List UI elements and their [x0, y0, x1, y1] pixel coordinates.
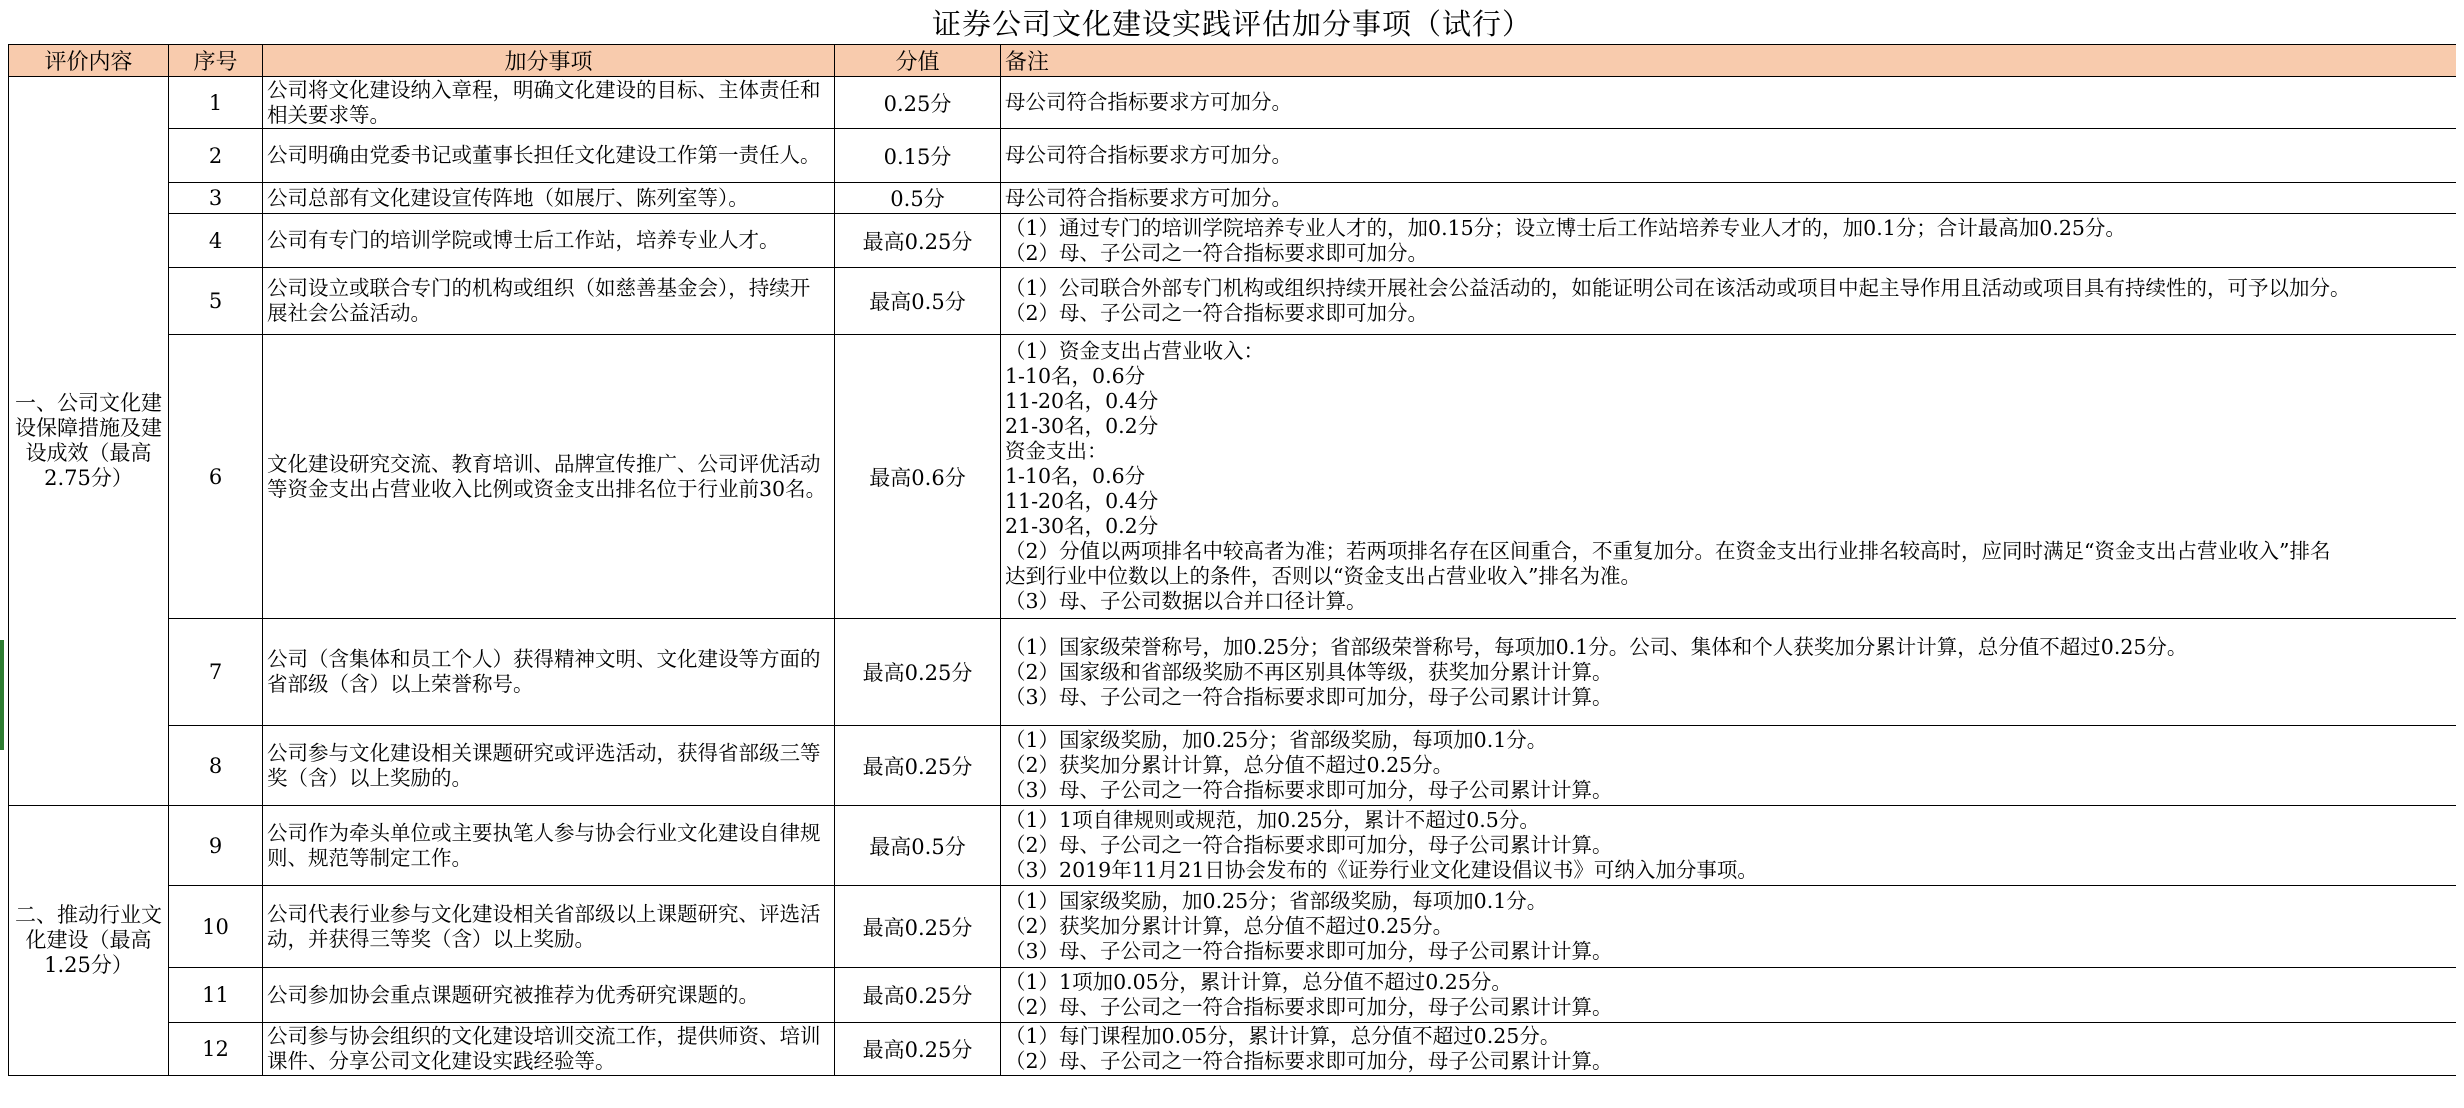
remark-cell[interactable] [1001, 806, 2457, 886]
row-number-cell[interactable]: 7 [169, 619, 263, 726]
remark-line: 11-20名，0.4分 [1005, 389, 1159, 413]
table-row [9, 806, 2457, 886]
bonus-item-cell[interactable]: 公司设立或联合专门的机构或组织（如慈善基金会），持续开展社会公益活动。 [263, 268, 835, 335]
row-number-cell[interactable]: 12 [169, 1023, 263, 1076]
header-score[interactable]: 分值 [835, 45, 1001, 77]
score-cell[interactable]: 最高0.25分 [835, 886, 1001, 968]
category-cell[interactable]: 一、公司文化建设保障措施及建设成效（最高2.75分） [9, 77, 169, 806]
remark-line: 1-10名，0.6分 [1005, 364, 1146, 388]
remark-line: （2）母、子公司之一符合指标要求即可加分，母子公司累计计算。 [1005, 995, 1613, 1019]
bonus-item-cell[interactable]: 公司参加协会重点课题研究被推荐为优秀研究课题的。 [263, 968, 835, 1023]
row-number-cell[interactable]: 2 [169, 129, 263, 183]
table-row [9, 726, 2457, 806]
table-row [9, 129, 2457, 183]
remark-cell[interactable] [1001, 1023, 2457, 1076]
remark-line: （2）国家级和省部级奖励不再区别具体等级，获奖加分累计计算。 [1005, 659, 1613, 684]
remark-cell[interactable] [1001, 726, 2457, 806]
remark-line: 21-30名，0.2分 [1005, 414, 1159, 438]
remark-line: 母公司符合指标要求方可加分。 [1005, 143, 1292, 167]
remark-line: （2）母、子公司之一符合指标要求即可加分。 [1005, 301, 1429, 325]
score-cell[interactable]: 最高0.5分 [835, 806, 1001, 886]
sheet-title: 证券公司文化建设实践评估加分事项（试行） [931, 7, 1532, 41]
remark-cell[interactable] [1001, 968, 2457, 1023]
row-number-cell[interactable]: 8 [169, 726, 263, 806]
remark-line: （1）1项加0.05分，累计计算，总分值不超过0.25分。 [1005, 970, 1512, 994]
remark-line: 达到行业中位数以上的条件，否则以“资金支出占营业收入”排名为准。 [1005, 564, 1641, 588]
table-row [9, 268, 2457, 335]
header-remark[interactable]: 备注 [1001, 45, 2457, 77]
remark-line: （1）国家级荣誉称号，加0.25分；省部级荣誉称号，每项加0.1分。公司、集体和个人获奖加分累计计算，总分值不超过0.25分。 [1005, 634, 2188, 659]
remark-line: （1）资金支出占营业收入： [1005, 339, 1265, 363]
header-item[interactable]: 加分事项 [263, 45, 835, 77]
remark-cell[interactable] [1001, 183, 2457, 214]
bonus-item-cell[interactable]: 公司（含集体和员工个人）获得精神文明、文化建设等方面的省部级（含）以上荣誉称号。 [263, 619, 835, 726]
bonus-item-cell[interactable]: 公司总部有文化建设宣传阵地（如展厅、陈列室等）。 [263, 183, 835, 214]
remark-cell[interactable] [1001, 129, 2457, 183]
bonus-item-cell[interactable]: 公司作为牵头单位或主要执笔人参与协会行业文化建设自律规则、规范等制定工作。 [263, 806, 835, 886]
score-cell[interactable]: 最高0.25分 [835, 214, 1001, 268]
row-number-cell[interactable]: 5 [169, 268, 263, 335]
header-no[interactable]: 序号 [169, 45, 263, 77]
remark-line: 资金支出： [1005, 439, 1108, 463]
bonus-item-cell[interactable]: 公司代表行业参与文化建设相关省部级以上课题研究、评选活动，并获得三等奖（含）以上奖励。 [263, 886, 835, 968]
remark-line: （2）母、子公司之一符合指标要求即可加分，母子公司累计计算。 [1005, 1049, 1613, 1073]
remark-cell[interactable] [1001, 214, 2457, 268]
remark-line: （2）获奖加分累计计算，总分值不超过0.25分。 [1005, 753, 1454, 777]
table-row [9, 77, 2457, 129]
remark-cell[interactable] [1001, 335, 2457, 619]
remark-line: 母公司符合指标要求方可加分。 [1005, 185, 1292, 210]
remark-cell[interactable] [1001, 619, 2457, 726]
remark-line: 1-10名，0.6分 [1005, 464, 1146, 488]
row-number-cell[interactable]: 9 [169, 806, 263, 886]
table-row [9, 886, 2457, 968]
remark-line: （1）公司联合外部专门机构或组织持续开展社会公益活动的，如能证明公司在该活动或项目中起主导作用且活动或项目具有持续性的，可予以加分。 [1005, 276, 2351, 300]
table-row [9, 1023, 2457, 1076]
remark-line: （2）分值以两项排名中较高者为准；若两项排名存在区间重合，不重复加分。在资金支出行业排名较高时，应同时满足“资金支出占营业收入”排名 [1005, 539, 2331, 563]
score-cell[interactable]: 0.25分 [835, 77, 1001, 129]
remark-line: 21-30名，0.2分 [1005, 514, 1159, 538]
row-number-cell[interactable]: 11 [169, 968, 263, 1023]
table-row [9, 968, 2457, 1023]
bonus-item-cell[interactable]: 文化建设研究交流、教育培训、品牌宣传推广、公司评优活动等资金支出占营业收入比例或资金支出排名位于行业前30名。 [263, 335, 835, 619]
remark-line: （1）国家级奖励，加0.25分；省部级奖励，每项加0.1分。 [1005, 728, 1548, 752]
score-cell[interactable]: 最高0.6分 [835, 335, 1001, 619]
remark-line: （2）获奖加分累计计算，总分值不超过0.25分。 [1005, 914, 1454, 938]
header-row [9, 45, 2457, 77]
row-selection-indicator [0, 640, 4, 750]
remark-line: 母公司符合指标要求方可加分。 [1005, 90, 1292, 114]
bonus-item-cell[interactable]: 公司明确由党委书记或董事长担任文化建设工作第一责任人。 [263, 129, 835, 183]
bonus-item-cell[interactable]: 公司将文化建设纳入章程，明确文化建设的目标、主体责任和相关要求等。 [263, 77, 835, 129]
score-cell[interactable]: 最高0.25分 [835, 726, 1001, 806]
row-number-cell[interactable]: 3 [169, 183, 263, 214]
bonus-item-cell[interactable]: 公司有专门的培训学院或博士后工作站，培养专业人才。 [263, 214, 835, 268]
remark-line: 11-20名，0.4分 [1005, 489, 1159, 513]
score-cell[interactable]: 最高0.5分 [835, 268, 1001, 335]
remark-line: （3）2019年11月21日协会发布的《证券行业文化建设倡议书》可纳入加分事项。 [1005, 858, 1758, 882]
remark-line: （2）母、子公司之一符合指标要求即可加分。 [1005, 240, 1429, 265]
remark-line: （3）母、子公司数据以合并口径计算。 [1005, 589, 1367, 613]
score-cell[interactable]: 最高0.25分 [835, 619, 1001, 726]
header-category[interactable]: 评价内容 [9, 45, 169, 77]
bonus-item-cell[interactable]: 公司参与文化建设相关课题研究或评选活动，获得省部级三等奖（含）以上奖励的。 [263, 726, 835, 806]
remark-line: （3）母、子公司之一符合指标要求即可加分，母子公司累计计算。 [1005, 939, 1613, 963]
row-number-cell[interactable]: 6 [169, 335, 263, 619]
table-row [9, 335, 2457, 619]
table-row [9, 183, 2457, 214]
row-number-cell[interactable]: 4 [169, 214, 263, 268]
score-cell[interactable]: 0.15分 [835, 129, 1001, 183]
remark-line: （2）母、子公司之一符合指标要求即可加分，母子公司累计计算。 [1005, 833, 1613, 857]
score-cell[interactable]: 最高0.25分 [835, 968, 1001, 1023]
category-cell[interactable]: 二、推动行业文化建设（最高1.25分） [9, 806, 169, 1076]
remark-line: （1）1项自律规则或规范，加0.25分，累计不超过0.5分。 [1005, 808, 1540, 832]
remark-line: （3）母、子公司之一符合指标要求即可加分，母子公司累计计算。 [1005, 684, 1613, 709]
remark-cell[interactable] [1001, 268, 2457, 335]
right-margin [2456, 44, 2464, 1108]
remark-line: （1）通过专门的培训学院培养专业人才的，加0.15分；设立博士后工作站培养专业人才的，加0.1分；合计最高加0.25分。 [1005, 215, 2126, 240]
remark-line: （3）母、子公司之一符合指标要求即可加分，母子公司累计计算。 [1005, 778, 1613, 802]
remark-cell[interactable] [1001, 77, 2457, 129]
row-number-cell[interactable]: 1 [169, 77, 263, 129]
table-body [9, 77, 2457, 1076]
score-cell[interactable]: 0.5分 [835, 183, 1001, 214]
score-cell[interactable]: 最高0.25分 [835, 1023, 1001, 1076]
table-row [9, 214, 2457, 268]
table-row [9, 619, 2457, 726]
evaluation-table [8, 44, 2457, 1076]
remark-line: （1）每门课程加0.05分，累计计算，总分值不超过0.25分。 [1005, 1024, 1561, 1048]
bonus-item-cell[interactable]: 公司参与协会组织的文化建设培训交流工作，提供师资、培训课件、分享公司文化建设实践经验等。 [263, 1023, 835, 1076]
row-number-cell[interactable]: 10 [169, 886, 263, 968]
remark-line: （1）国家级奖励，加0.25分；省部级奖励，每项加0.1分。 [1005, 889, 1548, 913]
remark-cell[interactable] [1001, 886, 2457, 968]
